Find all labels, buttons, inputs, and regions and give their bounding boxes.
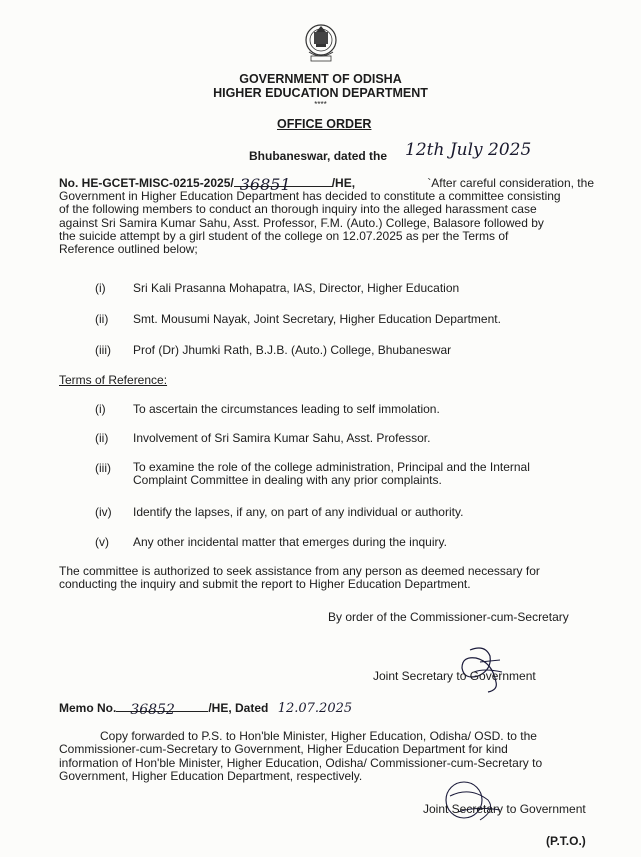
member-text: Prof (Dr) Jhumki Rath, B.J.B. (Auto.) College, Bhubaneswar	[133, 343, 452, 357]
handwritten-memo-date: 12.07.2025	[277, 701, 353, 716]
term-number: (iv)	[95, 505, 112, 519]
handwritten-memo-number: 36852	[130, 702, 175, 718]
committee-line: The committee is authorized to seek assistance from any person as deemed necessary for	[59, 564, 540, 578]
term-text: Involvement of Sri Samira Kumar Sahu, Asst. Professor.	[133, 431, 431, 445]
term-text	[133, 461, 595, 488]
order-body-line-2: Government in Higher Education Department has decided to constitute a committee consisting	[59, 189, 561, 203]
terms-heading: Terms of Reference:	[59, 373, 168, 387]
copy-paragraph	[59, 730, 597, 783]
signature-title-1: Joint Secretary to Government	[373, 669, 536, 683]
handwritten-date: 12th July 2025	[405, 140, 532, 160]
department-title: HIGHER EDUCATION DEPARTMENT	[213, 86, 428, 100]
member-number: (iii)	[95, 343, 111, 357]
order-number-blank	[234, 175, 332, 194]
stars-separator: ****	[314, 100, 327, 109]
order-body-line-6: Reference outlined below;	[59, 242, 198, 257]
memo-line	[59, 701, 352, 716]
order-number-suffix: /HE,	[331, 176, 356, 190]
committee-line: conducting the inquiry and submit the report to Higher Education Department.	[59, 577, 471, 592]
term-text: Any other incidental matter that emerges during the inquiry.	[133, 535, 447, 549]
term-text: Identify the lapses, if any, on part of any individual or authority.	[133, 505, 464, 519]
member-text: Smt. Mousumi Nayak, Joint Secretary, Higher Education Department.	[133, 312, 501, 326]
copy-line: information of Hon'ble Minister, Higher Education, Odisha/ Commissioner-cum-Secretary to	[59, 755, 543, 770]
order-body-line-4: against Sri Samira Kumar Sahu, Asst. Professor, F.M. (Auto.) College, Balasore followed by	[59, 215, 544, 230]
government-title: GOVERNMENT OF ODISHA	[239, 72, 402, 86]
term-number: (iii)	[95, 461, 111, 475]
order-body-line-1: `After careful consideration, the	[427, 176, 594, 190]
copy-line: Commissioner-cum-Secretary to Government, Higher Education Department for kind	[59, 742, 508, 757]
order-body-line-5: the suicide attempt by a girl student of the college on 12.07.2025 as per the Terms of	[59, 228, 509, 243]
copy-line: Copy forwarded to P.S. to Hon'ble Minister, Higher Education, Odisha/ OSD. to the	[100, 729, 537, 743]
member-number: (ii)	[95, 312, 109, 326]
order-number-line	[59, 175, 594, 194]
term-number: (ii)	[95, 431, 109, 445]
dateline-prefix: Bhubaneswar, dated the	[249, 149, 388, 163]
term-text-line: Complaint Committee in dealing with any prior complaints.	[133, 473, 442, 488]
term-number: (v)	[95, 535, 109, 549]
by-order-line: By order of the Commissioner-cum-Secretary	[328, 610, 569, 624]
term-text-line: To examine the role of the college administration, Principal and the Internal	[133, 460, 530, 474]
office-order-title: OFFICE ORDER	[277, 117, 372, 131]
committee-paragraph	[59, 565, 597, 592]
member-number: (i)	[95, 281, 106, 295]
signature-title-2: Joint Secretary to Government	[423, 802, 586, 816]
order-body-line-3: of the following members to conduct an thorough inquiry into the alleged harassment case	[59, 202, 537, 217]
term-text: To ascertain the circumstances leading to self immolation.	[133, 402, 440, 416]
signature-scribble	[440, 642, 510, 694]
term-number: (i)	[95, 402, 106, 416]
member-text: Sri Kali Prasanna Mohapatra, IAS, Director, Higher Education	[133, 281, 460, 295]
order-number-prefix: No. HE-GCET-MISC-0215-2025/	[59, 176, 234, 190]
order-body	[59, 190, 594, 256]
memo-number-blank	[116, 702, 208, 718]
copy-line: Government, Higher Education Department, respectively.	[59, 768, 363, 783]
memo-prefix: Memo No.	[59, 701, 117, 715]
state-emblem	[303, 18, 339, 66]
pto-label: (P.T.O.)	[546, 834, 586, 848]
memo-middle: /HE, Dated	[208, 701, 269, 715]
handwritten-order-number: 36851	[239, 175, 291, 194]
